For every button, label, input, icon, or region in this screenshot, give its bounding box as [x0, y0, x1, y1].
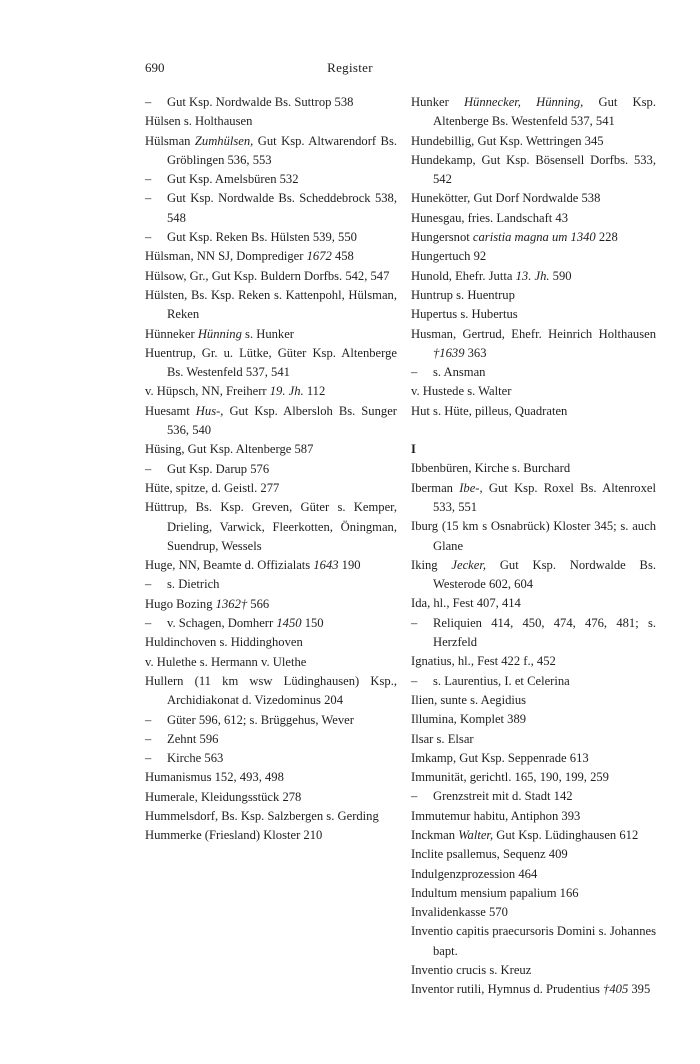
subentry-dash: –	[145, 95, 152, 109]
index-subentry	[145, 189, 397, 228]
entry-text: Hülsman	[145, 133, 195, 148]
entry-text: 150	[301, 616, 324, 631]
index-entry	[411, 980, 656, 999]
index-entry	[411, 402, 656, 421]
subentry-dash: –	[411, 365, 418, 380]
entry-text: Iberman	[411, 480, 460, 495]
entry-text-italic: Walter,	[458, 827, 494, 842]
index-subentry	[411, 363, 656, 382]
subentry-dash: –	[411, 789, 418, 804]
entry-text: Hunesgau, fries. Landschaft 43	[411, 210, 569, 225]
index-entry	[411, 807, 656, 826]
index-entry	[145, 498, 397, 556]
entry-text-italic: Ibe-,	[459, 480, 483, 495]
entry-text: v. Schagen, Domherr	[167, 616, 277, 631]
index-entry	[411, 691, 656, 710]
entry-text: Indulgenzprozession 464	[411, 866, 538, 881]
index-entry	[411, 305, 656, 324]
index-entry	[411, 845, 656, 864]
index-entry	[145, 112, 397, 131]
index-entry	[411, 286, 656, 305]
index-subentry	[411, 614, 656, 653]
index-subentry	[145, 711, 397, 730]
entry-text: 566	[247, 596, 270, 611]
entry-text: Hungertuch 92	[411, 249, 487, 264]
entry-text: Gut Ksp. Albersloh Bs. Sunger 536, 540	[167, 403, 397, 438]
index-entry	[411, 710, 656, 729]
entry-text-italic: †1639	[433, 345, 465, 360]
entry-text: Zehnt 596	[167, 731, 219, 746]
subentry-dash: –	[145, 191, 152, 206]
entry-text: Hunold, Ehefr. Jutta	[411, 268, 516, 283]
entry-text: Hummelsdorf, Bs. Ksp. Salzbergen s. Gerding	[145, 808, 379, 823]
index-entry	[411, 730, 656, 749]
index-subentry	[145, 575, 397, 594]
entry-text: Hunekötter, Gut Dorf Nordwalde 538	[411, 191, 601, 206]
entry-text: s. Ansman	[433, 365, 486, 380]
entry-text: v. Hüpsch, NN, Freiherr	[145, 384, 270, 399]
index-entry	[145, 247, 397, 266]
entry-text: Indultum mensium papalium 166	[411, 885, 579, 900]
subentry-dash: –	[145, 616, 152, 631]
entry-text-italic: 13. Jh.	[515, 268, 550, 283]
index-entry	[145, 595, 397, 614]
entry-text: Gut Ksp. Reken Bs. Hülsten 539, 550	[167, 230, 357, 245]
entry-text-italic: 1362†	[215, 596, 248, 611]
index-entry	[145, 479, 397, 498]
index-entry	[145, 267, 397, 286]
entry-text: Gut Ksp. Nordwalde Bs. Westerode 602, 604	[433, 557, 657, 592]
index-column-left	[145, 93, 397, 846]
index-entry	[411, 93, 656, 132]
entry-text: Hundekamp, Gut Ksp. Bösensell Dorfbs. 533, 542	[411, 152, 656, 187]
entry-text: Hülsen s. Holthausen	[145, 114, 253, 129]
entry-text-italic: Jecker,	[451, 557, 487, 572]
entry-text: Gut Ksp. Roxel Bs. Altenroxel 533, 551	[433, 480, 656, 514]
index-entry	[145, 672, 397, 711]
index-entry	[145, 440, 397, 459]
entry-text: Humerale, Kleidungsstück 278	[145, 789, 302, 804]
entry-text: Iking	[411, 557, 452, 572]
entry-text: Inventio capitis praecursoris Domini s. Johannes bapt.	[411, 924, 656, 958]
entry-text-italic: 1672	[306, 249, 332, 264]
index-entry	[411, 247, 656, 266]
index-subentry	[145, 614, 397, 633]
subentry-dash: –	[145, 731, 152, 746]
entry-text: Hüttrup, Bs. Ksp. Greven, Güter s. Kemper, Drieling, Varwick, Fleerkotten, Öningman, Suendrup, Wessels	[145, 500, 397, 553]
index-entry	[411, 325, 656, 364]
entry-text-italic: Hus-,	[195, 403, 224, 418]
entry-text: Hülsow, Gr., Gut Ksp. Buldern Dorfbs. 542, 547	[145, 268, 390, 283]
index-entry	[411, 556, 656, 595]
subentry-dash: –	[411, 673, 418, 688]
index-entry	[145, 826, 397, 845]
entry-text: 395	[628, 982, 651, 997]
entry-text: Huentrup, Gr. u. Lütke, Güter Ksp. Altenberge Bs. Westenfeld 537, 541	[145, 345, 397, 380]
index-entry	[145, 344, 397, 383]
index-subentry	[145, 730, 397, 749]
entry-text: Ibbenbüren, Kirche s. Burchard	[411, 461, 571, 476]
entry-text: Illumina, Komplet 389	[411, 712, 527, 727]
subentry-dash: –	[145, 751, 152, 766]
entry-text: Inventio crucis s. Kreuz	[411, 963, 532, 978]
subentry-dash: –	[145, 712, 152, 727]
entry-text: Reliquien 414, 450, 474, 476, 481; s. Herzfeld	[433, 615, 656, 650]
entry-text: s. Dietrich	[167, 577, 220, 592]
index-entry	[411, 189, 656, 208]
entry-text-italic: caristia magna um 1340	[472, 230, 596, 245]
entry-text-italic: 19. Jh.	[269, 384, 304, 399]
entry-text: Gut Ksp. Amelsbüren 532	[167, 172, 299, 187]
entry-text: Gut Ksp. Altwarendorf Bs. Gröblingen 536, 553	[167, 133, 397, 167]
index-subentry	[145, 170, 397, 189]
entry-text: Hülsman, NN SJ, Domprediger	[145, 249, 307, 264]
entry-text: Humanismus 152, 493, 498	[145, 770, 284, 785]
entry-text: 363	[464, 345, 487, 360]
entry-text-italic: 1643	[313, 558, 339, 573]
index-entry	[411, 826, 656, 845]
entry-text: s. Hunker	[241, 326, 295, 341]
entry-text: Hunker	[411, 95, 464, 109]
entry-text: v. Hulethe s. Hermann v. Ulethe	[145, 654, 307, 669]
entry-text: Iburg (15 km s Osnabrück) Kloster 345; s. auch Glane	[411, 519, 656, 553]
entry-text: v. Hustede s. Walter	[411, 384, 512, 399]
index-entry	[145, 402, 397, 441]
subentry-dash: –	[145, 230, 152, 245]
entry-text: Hundebillig, Gut Ksp. Wettringen 345	[411, 133, 604, 148]
index-entry	[411, 652, 656, 671]
index-subentry	[145, 93, 397, 112]
index-entry	[411, 749, 656, 768]
index-entry	[411, 459, 656, 478]
page-number: 690	[145, 60, 165, 75]
entry-text-italic: Hünning	[197, 326, 242, 341]
entry-text: Hünneker	[145, 326, 198, 341]
index-entry	[411, 132, 656, 151]
index-column-right	[411, 93, 656, 1000]
index-entry	[411, 382, 656, 401]
subentry-dash: –	[145, 577, 152, 592]
entry-text: Husman, Gertrud, Ehefr. Heinrich Holthausen	[411, 326, 656, 341]
entry-text: Invalidenkasse 570	[411, 905, 508, 920]
entry-text-italic: Hünnecker, Hünning,	[463, 95, 584, 109]
entry-text: 228	[595, 230, 618, 245]
entry-text: Hupertus s. Hubertus	[411, 307, 518, 322]
index-entry	[145, 633, 397, 652]
index-subentry	[145, 228, 397, 247]
index-entry	[411, 228, 656, 247]
index-entry	[411, 903, 656, 922]
entry-text: Hummerke (Friesland) Kloster 210	[145, 828, 323, 843]
index-entry	[145, 788, 397, 807]
running-head: Register	[327, 60, 373, 75]
entry-text-italic: †405	[603, 982, 629, 997]
entry-text: Hungersnot	[411, 230, 473, 245]
entry-text: Hugo Bozing	[145, 596, 216, 611]
index-subentry	[411, 672, 656, 691]
index-entry	[411, 517, 656, 556]
entry-text: Immunität, gerichtl. 165, 190, 199, 259	[411, 770, 609, 785]
entry-text: Imkamp, Gut Ksp. Seppenrade 613	[411, 750, 589, 765]
index-entry	[411, 479, 656, 518]
index-entry	[411, 267, 656, 286]
entry-text: Inventor rutili, Hymnus d. Prudentius	[411, 982, 604, 997]
entry-text: Huge, NN, Beamte d. Offizialats	[145, 558, 314, 573]
entry-text: Kirche 563	[167, 751, 224, 766]
entry-text: s. Laurentius, I. et Celerina	[433, 673, 570, 688]
index-entry	[411, 922, 656, 961]
entry-text: Grenzstreit mit d. Stadt 142	[433, 789, 573, 804]
entry-text: Ilsar s. Elsar	[411, 731, 474, 746]
index-entry	[411, 151, 656, 190]
index-entry	[411, 884, 656, 903]
entry-text: Gut Ksp. Darup 576	[167, 461, 270, 476]
index-subentry	[145, 460, 397, 479]
index-entry	[411, 961, 656, 980]
index-entry	[145, 382, 397, 401]
index-entry	[411, 865, 656, 884]
index-entry	[145, 807, 397, 826]
entry-text: Huldinchoven s. Hiddinghoven	[145, 635, 303, 650]
index-entry	[411, 209, 656, 228]
entry-text: Immutemur habitu, Antiphon 393	[411, 808, 581, 823]
index-entry	[145, 653, 397, 672]
entry-text: 112	[303, 384, 326, 399]
entry-text: Hüsing, Gut Ksp. Altenberge 587	[145, 442, 314, 457]
entry-text: Ida, hl., Fest 407, 414	[411, 596, 521, 611]
subentry-dash: –	[145, 461, 152, 476]
entry-text: 190	[338, 558, 361, 573]
entry-text-italic: Zumhülsen,	[194, 133, 254, 148]
entry-text: Güter 596, 612; s. Brüggehus, Wever	[167, 712, 354, 727]
index-subentry	[411, 787, 656, 806]
entry-text: Gut Ksp. Nordwalde Bs. Scheddebrock 538, 548	[167, 191, 397, 225]
entry-text: Ilien, sunte s. Aegidius	[411, 692, 527, 707]
entry-text: Hullern (11 km wsw Lüdinghausen) Ksp., Archidiakonat d. Vizedominus 204	[145, 673, 397, 708]
entry-text: Gut Ksp. Lüdinghausen 612	[493, 827, 639, 842]
subentry-dash: –	[145, 172, 152, 187]
section-letter: I	[411, 442, 416, 457]
entry-text: Hüte, spitze, d. Geistl. 277	[145, 480, 280, 495]
entry-text: Gut Ksp. Altenberge Bs. Westenfeld 537, 541	[433, 95, 656, 129]
index-subentry	[145, 749, 397, 768]
index-entry	[145, 556, 397, 575]
entry-text: 458	[331, 249, 354, 264]
entry-text: Inclite psallemus, Sequenz 409	[411, 847, 568, 862]
subentry-dash: –	[411, 615, 418, 630]
entry-text: Hülsten, Bs. Ksp. Reken s. Kattenpohl, Hülsman, Reken	[145, 287, 397, 322]
index-entry	[411, 768, 656, 787]
entry-text: Huntrup s. Huentrup	[411, 287, 515, 302]
index-entry	[411, 594, 656, 613]
entry-text: Hut s. Hüte, pilleus, Quadraten	[411, 403, 568, 418]
index-entry	[145, 768, 397, 787]
index-entry	[145, 325, 397, 344]
entry-text-italic: 1450	[276, 616, 302, 631]
entry-text: 590	[549, 268, 572, 283]
entry-text: Ignatius, hl., Fest 422 f., 452	[411, 654, 556, 669]
index-entry	[145, 286, 397, 325]
entry-text: Inckman	[411, 827, 459, 842]
entry-text: Gut Ksp. Nordwalde Bs. Suttrop 538	[167, 95, 354, 109]
index-entry	[145, 132, 397, 171]
entry-text: Huesamt	[145, 403, 196, 418]
